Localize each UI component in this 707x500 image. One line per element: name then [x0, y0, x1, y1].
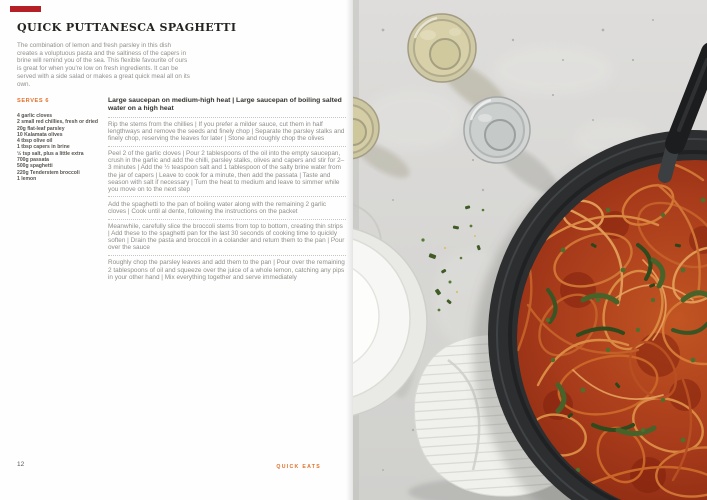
method-step: Roughly chop the parsley leaves and add them to the pan | Pour over the remaining 2 tablespoons of oil and squeeze over the juice of a whole lemon, catching any pips in your other hand | Mix everything together and serve immediately [108, 259, 345, 281]
method-step: Rip the stems from the chillies | If you prefer a milder sauce, cut them in half lengthways and remove the seeds and finely chop | Separate the parsley stalks and finely chop, reserving the leaves for later | Stone and roughly chop the olives [108, 121, 345, 143]
ingredient-item: ½ tsp salt, plus a little extra [17, 150, 84, 157]
ingredient-item: 220g Tenderstem broccoli [17, 169, 80, 176]
serves-label: SERVES 6 [17, 98, 50, 104]
dotted-divider [108, 196, 346, 197]
section-label: QUICK EATS [276, 464, 321, 470]
food-photo [353, 0, 707, 500]
wine-glass [408, 14, 476, 82]
method-column [108, 97, 346, 281]
ingredient-item: 1 lemon [17, 175, 37, 182]
ingredient-item: 1 tbsp capers in brine [17, 144, 70, 151]
ingredient-item: 20g flat-leaf parsley [17, 125, 65, 132]
spine-mark [10, 6, 41, 12]
intro-text: The combination of lemon and fresh parsley in this dish creates a voluptuous pasta and the saltiness of the capers in brine will remind you of the sea. This flexible favourite of ours is great for when you're low on fresh ingredients. It can be served with a side salad or makes a great quick meal all on its own. [17, 42, 190, 88]
dotted-divider [108, 146, 346, 147]
ingredient-item: 10 Kalamata olives [17, 131, 63, 138]
dotted-divider [108, 255, 346, 256]
equipment-line: Large saucepan on medium-high heat | Large saucepan of boiling salted water on a high heat [108, 97, 342, 112]
method-step: Peel 2 of the garlic cloves | Pour 2 tablespoons of the oil into the empty saucepan, crush in the garlic and add the chilli, parsley stalks, olives and capers and stir for 2–3 minutes | Add the ½ teaspoon salt and 1 tablespoon of the salty brine water from the jar of capers | Leave to cook for a minute, then add the passata | Taste and season with salt if necessary | Turn the heat to medium and leave to simmer while you move on to the next step [108, 150, 345, 193]
page-number: 12 [17, 461, 25, 468]
food-photo-svg [353, 0, 707, 500]
method-step: Meanwhile, carefully slice the broccoli stems from top to bottom, creating thin strips | Add these to the spaghetti pan for the last 30 seconds of cooking time to quickly soften | Drain the pasta and broccoli in a colander and return them to the pan | Pour over the sauce [108, 223, 345, 252]
method-step: Add the spaghetti to the pan of boiling water along with the remaining 2 garlic cloves | Cook until al dente, following the instructions on the packet [108, 200, 327, 215]
page-gutter-shadow [346, 0, 353, 500]
ingredient-item: 700g passata [17, 157, 49, 164]
dotted-divider [108, 117, 346, 118]
recipe-title: QUICK PUTTANESCA SPAGHETTI [17, 21, 237, 34]
dotted-divider [108, 219, 346, 220]
left-page [0, 0, 353, 500]
ingredient-item: 4 garlic cloves [17, 113, 53, 119]
water-glass [464, 97, 530, 163]
ingredient-item: 500g spaghetti [17, 163, 53, 170]
ingredient-item: 4 tbsp olive oil [17, 138, 53, 145]
ingredient-item: 2 small red chillies, fresh or dried [17, 119, 98, 126]
ingredient-list [17, 113, 112, 182]
